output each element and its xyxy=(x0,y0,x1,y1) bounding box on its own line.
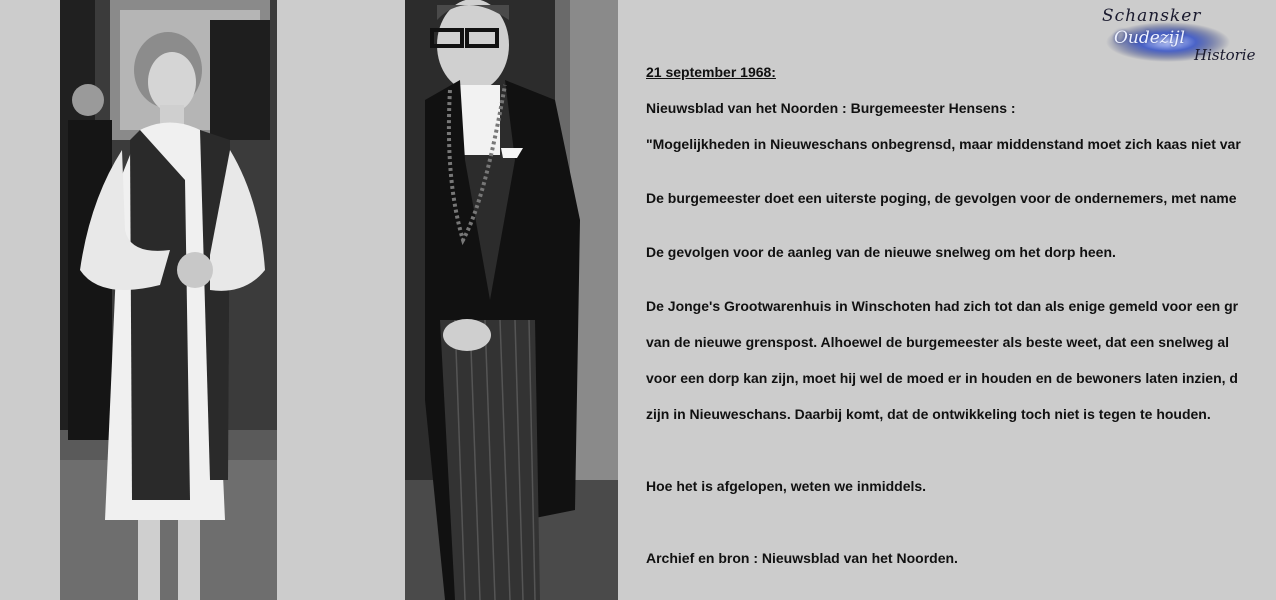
article-date: 21 september 1968: xyxy=(646,64,776,80)
article-paragraph-3-line: voor een dorp kan zijn, moet hij wel de moed er in houden en de bewoners laten inzien, d xyxy=(646,370,1238,386)
article-credits: Archief en bron : Nieuwsblad van het Noorden. xyxy=(646,550,958,566)
article-paragraph-4: Hoe het is afgelopen, weten we inmiddels. xyxy=(646,478,927,494)
photo-woman xyxy=(60,0,277,600)
article-paragraph-3-line: van de nieuwe grenspost. Alhoewel de burgemeester als beste weet, dat een snelweg al xyxy=(646,334,1230,350)
logo-text-historie: Historie xyxy=(1194,46,1256,64)
article-paragraph-3-line: De Jonge's Grootwarenhuis in Winschoten had zich tot dan als enige gemeld voor een gr xyxy=(646,298,1239,314)
photo-woman-image xyxy=(60,0,277,600)
article-paragraph-1: De burgemeester doet een uiterste poging, de gevolgen voor de ondernemers, met name xyxy=(646,190,1237,206)
photo-man xyxy=(405,0,618,600)
logo-text-schansker: Schansker xyxy=(1102,6,1202,26)
article-paragraph-3-line: zijn in Nieuweschans. Daarbij komt, dat de ontwikkeling toch niet is tegen te houden. xyxy=(646,406,1211,422)
article-source-line: Nieuwsblad van het Noorden : Burgemeester Hensens : xyxy=(646,100,1016,116)
article xyxy=(646,0,1276,600)
article-headline: "Mogelijkheden in Nieuweschans onbegrensd, maar middenstand moet zich kaas niet var xyxy=(646,136,1241,152)
logo-text-oudezijl: Oudezijl xyxy=(1114,28,1185,48)
article-paragraph-2: De gevolgen voor de aanleg van de nieuwe snelweg om het dorp heen. xyxy=(646,244,1116,260)
photo-man-image xyxy=(405,0,618,600)
